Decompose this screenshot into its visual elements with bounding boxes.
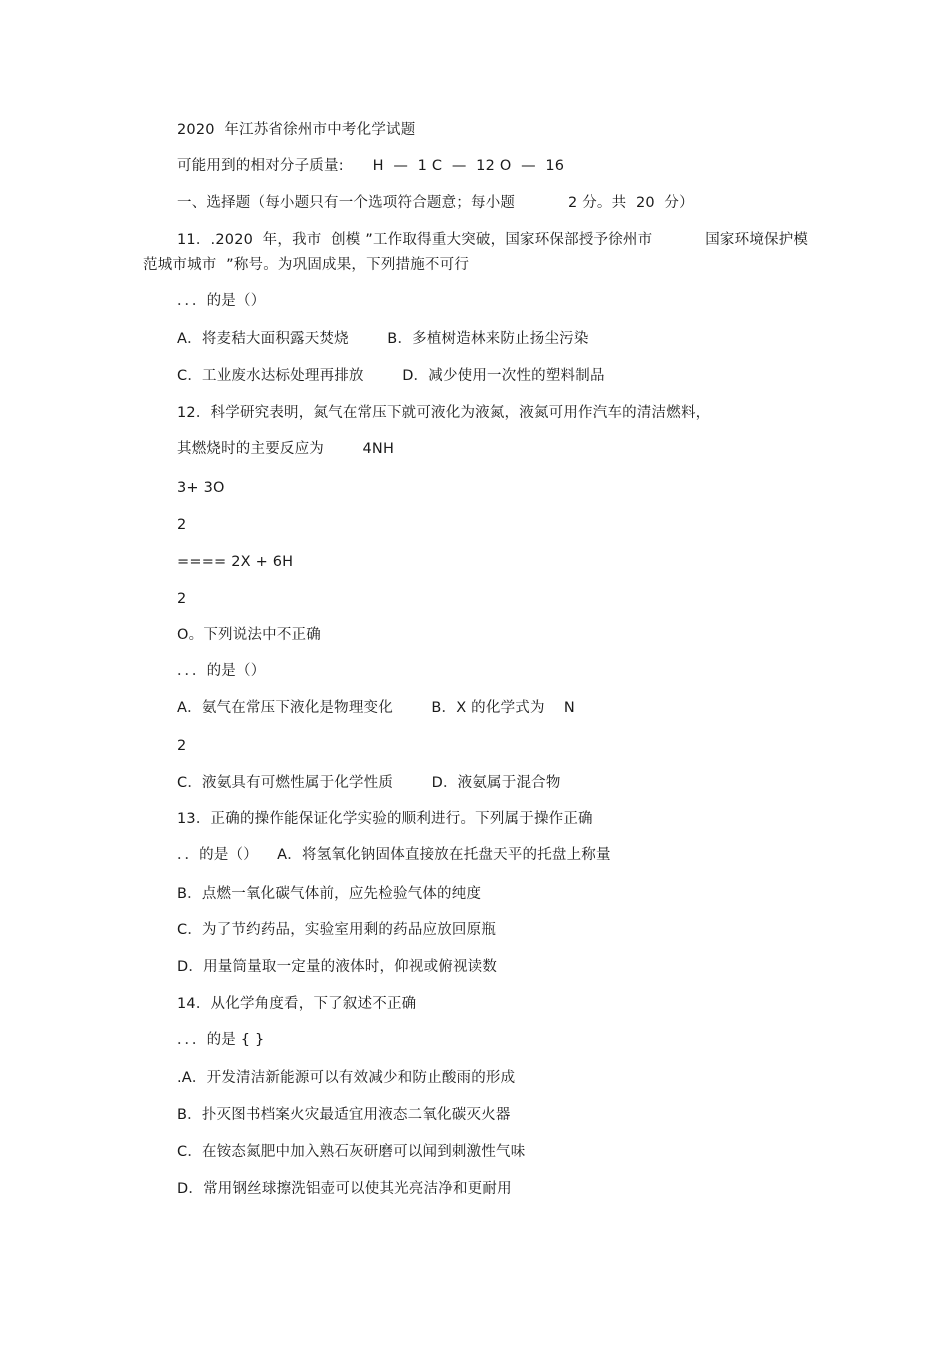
question-14-option-b: B．扑灭图书档案火灾最适宜用液态二氧化碳灭火器 <box>177 1107 511 1123</box>
equation-subscript: 2 <box>177 738 187 754</box>
question-11-stem-cont: 范城市城市 ”称号。为巩固成果，下列措施不可行 <box>143 257 470 273</box>
equation-fragment: 3+ 3O <box>177 480 225 496</box>
question-12-stem-end: O。下列说法中不正确 <box>177 627 321 643</box>
equation-fragment: ==== 2X + 6H <box>177 554 294 570</box>
question-14-stem: 14．从化学角度看，下了叙述不正确 <box>177 996 417 1012</box>
question-14-prompt: ．．．的是 { } <box>177 1032 265 1048</box>
question-14-option-d: D．常用钢丝球擦洗铝壶可以使其光亮洁净和更耐用 <box>177 1181 512 1197</box>
question-12-options-cd: C．液氨具有可燃性属于化学性质 D．液氨属于混合物 <box>177 775 561 791</box>
question-12-stem: 12．科学研究表明，氮气在常压下就可液化为液氮，液氮可用作汽车的清洁燃料， <box>177 405 711 421</box>
question-12-options-ab: A．氨气在常压下液化是物理变化 B．X 的化学式为 N <box>177 700 575 716</box>
question-14-option-a: .A．开发清洁新能源可以有效减少和防止酸雨的形成 <box>177 1070 516 1086</box>
section-heading: 一、选择题（每小题只有一个选项符合题意；每小题 2 分。共 20 分） <box>177 195 694 211</box>
question-14-option-c: C．在铵态氮肥中加入熟石灰研磨可以闻到刺激性气味 <box>177 1144 526 1160</box>
document-title: 2020 年江苏省徐州市中考化学试题 <box>177 122 416 138</box>
equation-subscript: 2 <box>177 591 187 607</box>
question-13-option-c: C．为了节约药品，实验室用剩的药品应放回原瓶 <box>177 922 497 938</box>
question-12-prompt: ．．．的是（） <box>177 663 266 679</box>
question-13-option-d: D．用量筒量取一定量的液体时，仰视或俯视读数 <box>177 959 498 975</box>
question-11-stem: 11．.2020 年，我市 创模 ”工作取得重大突破，国家环保部授予徐州市 国家环境保护模 <box>177 232 809 248</box>
question-13-option-b: B．点燃一氧化碳气体前，应先检验气体的纯度 <box>177 886 482 902</box>
question-13-stem: 13．正确的操作能保证化学实验的顺利进行。下列属于操作正确 <box>177 811 593 827</box>
question-11-options-ab: A．将麦秸大面积露天焚烧 B．多植树造林来防止扬尘污染 <box>177 331 589 347</box>
question-11-prompt: ．．．的是（） <box>177 293 266 309</box>
question-11-options-cd: C．工业废水达标处理再排放 D．减少使用一次性的塑料制品 <box>177 368 605 384</box>
equation-subscript: 2 <box>177 517 187 533</box>
text-line-molar-mass: 可能用到的相对分子质量: H — 1 C — 12 O — 16 <box>177 158 565 174</box>
question-12-stem-cont: 其燃烧时的主要反应为 4NH <box>177 441 395 457</box>
question-13-option-a: ．．的是（） A．将氢氧化钠固体直接放在托盘天平的托盘上称量 <box>177 847 611 863</box>
